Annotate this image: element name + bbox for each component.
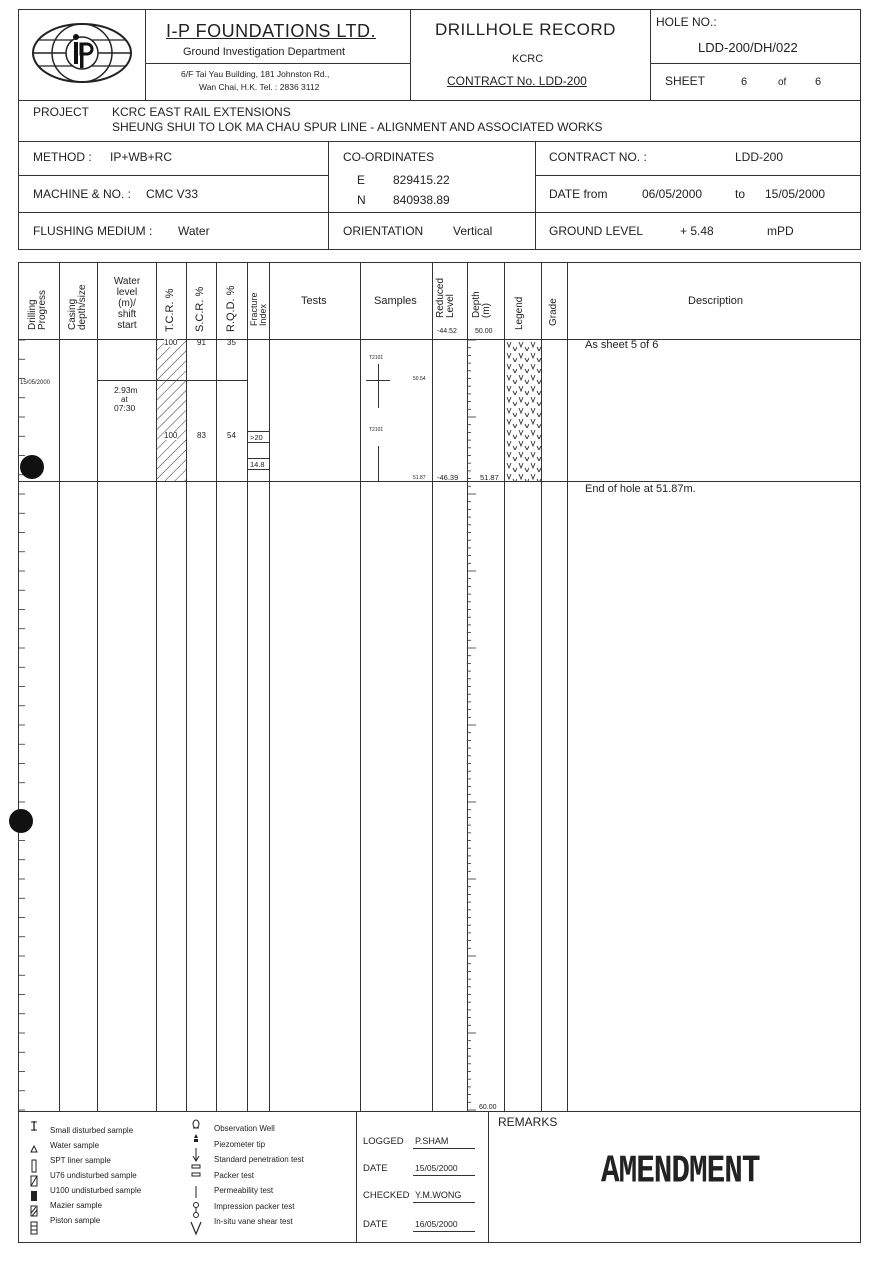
project-line-1: KCRC EAST RAIL EXTENSIONS: [112, 105, 291, 119]
depth-ticks: [467, 340, 479, 1112]
end-depth: 51.87: [480, 473, 499, 482]
col-water-level: Water level (m)/ shift start: [113, 276, 141, 331]
company-address-1: 6/F Tai Yau Building, 181 Johnston Rd.,: [181, 69, 330, 79]
amendment-stamp: AMENDMENT: [601, 1150, 760, 1194]
machine-label: MACHINE & NO. :: [33, 187, 132, 201]
date-from-label: DATE from: [549, 187, 608, 201]
col-reduced-level: Reduced Level: [435, 277, 456, 318]
logged-by: P.SHAM: [415, 1136, 449, 1146]
end-reduced-level: -46.39: [437, 473, 459, 482]
date2-value: 16/05/2000: [415, 1219, 458, 1229]
flushing-label: FLUSHING MEDIUM :: [33, 224, 153, 238]
hole-no-label: HOLE NO.:: [656, 15, 717, 29]
contract-no-label: CONTRACT NO. :: [549, 150, 647, 164]
run2-tcr: 100: [164, 431, 178, 440]
project-label: PROJECT: [33, 105, 90, 119]
run2-rqd: 54: [227, 431, 236, 440]
hole-no: LDD-200/DH/022: [698, 40, 798, 55]
run1-scr: 91: [197, 338, 206, 347]
northing-label: N: [357, 193, 366, 207]
run2-fi-2: 14.8: [250, 460, 265, 469]
reduced-level-top: -44.52: [437, 328, 457, 335]
remarks-label: REMARKS: [498, 1115, 558, 1129]
punch-hole-bottom: [9, 809, 33, 833]
col-description: Description: [688, 295, 744, 307]
easting-value: 829415.22: [393, 173, 450, 187]
date-to-label: to: [735, 187, 746, 201]
sheet-total: 6: [815, 76, 822, 88]
company-address-2: Wan Chai, H.K. Tel. : 2836 3112: [199, 82, 320, 92]
contract-ref: CONTRACT No. LDD-200: [447, 74, 587, 88]
machine-value: CMC V33: [146, 187, 199, 201]
water-level-value: 2.93m: [114, 385, 138, 395]
sample-depth-1: 50.54: [413, 376, 426, 382]
run1-rqd: 35: [227, 338, 236, 347]
sample-tick-1: [366, 380, 390, 381]
sample-depth-2: 51.87: [413, 475, 426, 481]
col-fracture-index: Fracture Index: [249, 292, 268, 326]
checked-label: CHECKED: [363, 1190, 410, 1201]
sheet-number: 6: [741, 76, 748, 88]
col-drilling-progress: Drilling Progress: [27, 289, 48, 330]
logged-label: LOGGED: [363, 1136, 404, 1147]
ground-level-value: + 5.48: [680, 224, 714, 238]
sample-label-1: T2101: [369, 355, 384, 361]
sample-marker-2: [378, 446, 379, 482]
depth-bottom: 60.00: [479, 1104, 497, 1111]
ground-level-label: GROUND LEVEL: [549, 224, 644, 238]
project-line-2: SHEUNG SHUI TO LOK MA CHAU SPUR LINE - ALIGNMENT AND ASSOCIATED WORKS: [112, 120, 603, 134]
punch-hole-top: [20, 455, 44, 479]
col-scr: S.C.R. %: [194, 286, 206, 332]
date1-value: 15/05/2000: [415, 1163, 458, 1173]
run2-scr: 83: [197, 431, 206, 440]
method-label: METHOD :: [33, 150, 92, 164]
col-samples: Samples: [374, 295, 417, 307]
sample-label-2: T2101: [369, 427, 384, 433]
date2-label: DATE: [363, 1219, 388, 1230]
sample-marker-1: [378, 364, 379, 408]
ground-level-unit: mPD: [767, 224, 794, 238]
northing-value: 840938.89: [393, 193, 450, 207]
orientation-value: Vertical: [453, 224, 493, 238]
key-symbols-left: [26, 1118, 46, 1238]
depth-top: 50.00: [475, 328, 493, 335]
description-2: End of hole at 51.87m.: [585, 483, 696, 495]
orientation-label: ORIENTATION: [343, 224, 424, 238]
record-title: DRILLHOLE RECORD: [435, 20, 616, 39]
progress-date: 15/05/2000: [20, 380, 51, 386]
run2-fi-1: >20: [250, 433, 263, 442]
water-level-at: at: [121, 395, 128, 404]
col-depth: Depth (m): [471, 291, 492, 318]
easting-label: E: [357, 173, 366, 187]
checked-by: Y.M.WONG: [415, 1190, 462, 1200]
tcr-hatch: [157, 340, 186, 481]
description-1: As sheet 5 of 6: [585, 339, 659, 351]
coordinates-label: CO-ORDINATES: [343, 150, 435, 164]
run1-tcr: 100: [164, 338, 178, 347]
key-right-list: Observation Well Piezometer tip Standard penetration test Packer test Permeability test Impression packer test In-situ vane shear test: [214, 1124, 304, 1226]
contract-no-value: LDD-200: [735, 150, 784, 164]
col-rqd: R.Q.D. %: [225, 285, 237, 332]
department-name: Ground Investigation Department: [183, 46, 346, 58]
date-from: 06/05/2000: [642, 187, 703, 201]
date-to: 15/05/2000: [765, 187, 826, 201]
col-tcr: T.C.R. %: [164, 288, 176, 332]
col-tests: Tests: [301, 295, 327, 307]
col-legend: Legend: [514, 296, 525, 330]
method-value: IP+WB+RC: [110, 150, 173, 164]
col-casing: Casing depth/size: [67, 284, 88, 330]
legend-symbol-rock: [505, 340, 541, 481]
sheet-of: of: [778, 77, 787, 88]
sheet-label: SHEET: [665, 74, 706, 88]
company-name: I-P FOUNDATIONS LTD.: [166, 21, 377, 41]
client-name: KCRC: [512, 53, 544, 65]
water-level-time: 07:30: [114, 403, 136, 413]
key-symbols-right: [188, 1118, 208, 1240]
date1-label: DATE: [363, 1163, 388, 1174]
company-logo: [30, 20, 134, 86]
key-left-list: Small disturbed sample Water sample SPT liner sample U76 undisturbed sample U100 undisturbed sample Mazier sample Piston sample: [50, 1126, 142, 1225]
col-grade: Grade: [548, 298, 559, 326]
flushing-value: Water: [178, 224, 210, 238]
